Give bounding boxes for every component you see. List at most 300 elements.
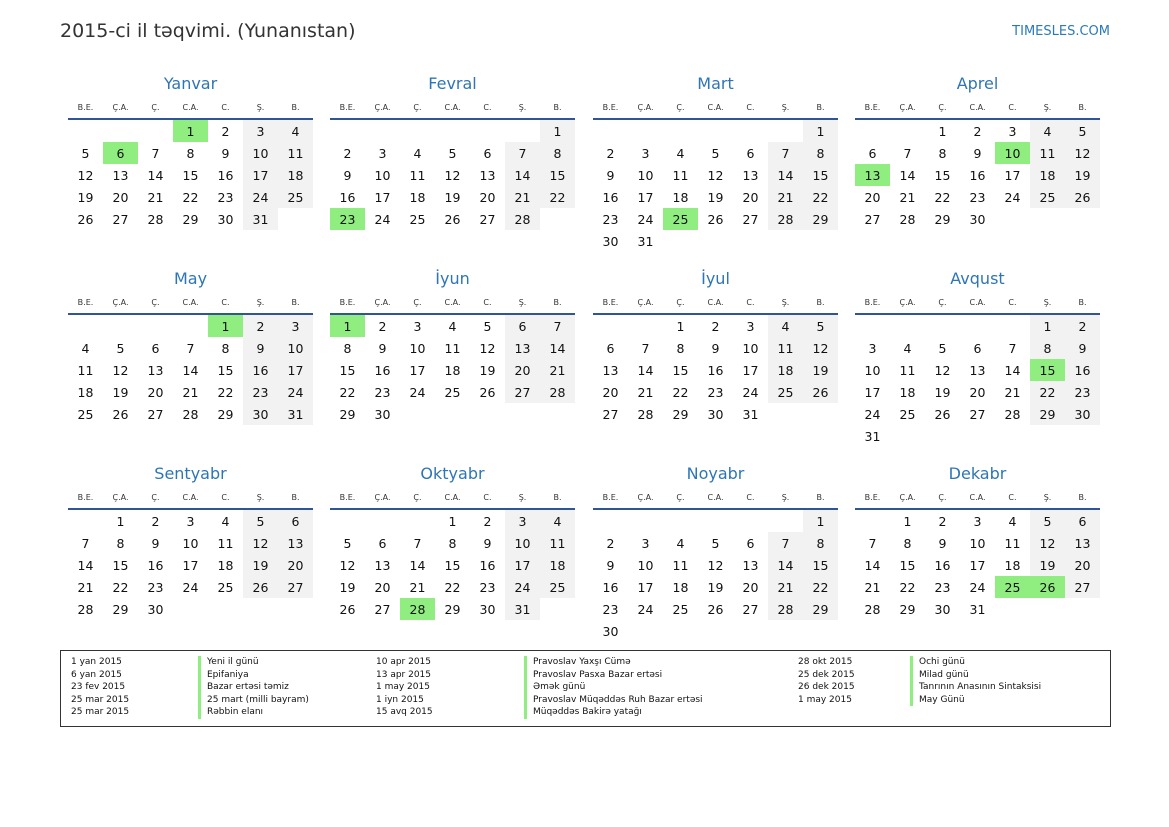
day-cell: 22 [540, 186, 575, 208]
day-cell: 10 [182, 535, 199, 551]
weekday-header [330, 486, 575, 508]
empty-day-cell [138, 120, 173, 142]
weekday-label: C. [483, 492, 492, 502]
day-cell: 27 [147, 406, 164, 422]
month-title: Aprel [956, 74, 999, 93]
month-calendar [68, 462, 313, 620]
day-cell: 4 [676, 535, 685, 551]
day-cell: 14 [864, 557, 881, 573]
day-cell: 20 [969, 384, 986, 400]
day-cell: 29 [803, 208, 838, 230]
day-cell: 5 [711, 535, 720, 551]
weekday-label: Ç. [151, 297, 160, 307]
holiday-day-cell: 1 [208, 315, 243, 337]
legend-holiday-name: May Günü [910, 694, 1041, 707]
day-cell: 7 [1008, 340, 1017, 356]
day-cell: 21 [182, 384, 199, 400]
month-day-grid [593, 118, 838, 252]
day-cell: 28 [899, 211, 916, 227]
legend-date: 25 dek 2015 [798, 669, 855, 680]
day-cell: 3 [505, 510, 540, 532]
day-cell: 4 [221, 513, 230, 529]
day-cell: 23 [243, 381, 278, 403]
day-cell: 3 [243, 120, 278, 142]
empty-day-cell [855, 510, 890, 532]
day-cell: 19 [339, 579, 356, 595]
day-cell: 6 [505, 315, 540, 337]
weekday-label: B.E. [339, 492, 356, 502]
day-cell: 7 [413, 535, 422, 551]
day-cell: 19 [803, 359, 838, 381]
weekday-label: C.A. [969, 102, 986, 112]
month-calendar [855, 462, 1100, 620]
day-cell: 18 [899, 384, 916, 400]
empty-day-cell [593, 315, 628, 337]
day-cell: 22 [899, 579, 916, 595]
day-cell: 22 [672, 384, 689, 400]
weekday-label: B.E. [602, 492, 619, 502]
day-cell: 21 [637, 384, 654, 400]
month-calendar [330, 462, 575, 620]
day-cell: 11 [77, 362, 94, 378]
empty-day-cell [173, 315, 208, 337]
day-cell: 5 [1030, 510, 1065, 532]
day-cell: 21 [768, 576, 803, 598]
legend-holiday-name: 25 mart (milli bayram) [198, 694, 309, 707]
weekday-label: C. [1008, 102, 1017, 112]
legend-date: 1 may 2015 [798, 694, 852, 705]
day-cell: 4 [903, 340, 912, 356]
day-cell: 11 [409, 167, 426, 183]
month-title: Fevral [428, 74, 477, 93]
day-cell: 6 [746, 145, 755, 161]
day-cell: 11 [444, 340, 461, 356]
month-title: Dekabr [948, 464, 1007, 483]
day-cell: 17 [637, 189, 654, 205]
day-cell: 2 [711, 318, 720, 334]
empty-day-cell [435, 120, 470, 142]
day-cell: 26 [243, 576, 278, 598]
day-cell: 17 [374, 189, 391, 205]
empty-day-cell [890, 120, 925, 142]
day-cell: 12 [803, 337, 838, 359]
month-day-grid [593, 508, 838, 642]
weekday-label: Ç.A. [899, 297, 916, 307]
day-cell: 6 [1065, 510, 1100, 532]
weekday-header [593, 291, 838, 313]
month-calendar [855, 267, 1100, 447]
weekday-label: Ç.A. [112, 492, 129, 502]
day-cell: 16 [602, 189, 619, 205]
day-cell: 11 [672, 557, 689, 573]
day-cell: 7 [505, 142, 540, 164]
weekday-label: B. [291, 492, 300, 502]
day-cell: 8 [676, 340, 685, 356]
day-cell: 20 [147, 384, 164, 400]
day-cell: 13 [112, 167, 129, 183]
empty-day-cell [733, 510, 768, 532]
day-cell: 1 [803, 120, 838, 142]
day-cell: 26 [803, 381, 838, 403]
day-cell: 14 [182, 362, 199, 378]
day-cell: 2 [973, 123, 982, 139]
day-cell: 21 [540, 359, 575, 381]
weekday-label: C. [221, 492, 230, 502]
day-cell: 29 [899, 601, 916, 617]
month-day-grid [68, 508, 313, 620]
day-cell: 3 [278, 315, 313, 337]
day-cell: 19 [112, 384, 129, 400]
day-cell: 16 [934, 557, 951, 573]
day-cell: 25 [217, 579, 234, 595]
day-cell: 13 [742, 557, 759, 573]
day-cell: 18 [278, 164, 313, 186]
day-cell: 13 [602, 362, 619, 378]
month-day-grid [330, 313, 575, 425]
weekday-header [593, 486, 838, 508]
day-cell: 2 [1065, 315, 1100, 337]
day-cell: 11 [540, 532, 575, 554]
day-cell: 3 [641, 145, 650, 161]
day-cell: 15 [803, 164, 838, 186]
day-cell: 15 [899, 557, 916, 573]
day-cell: 26 [707, 211, 724, 227]
day-cell: 10 [969, 535, 986, 551]
day-cell: 16 [374, 362, 391, 378]
day-cell: 29 [217, 406, 234, 422]
holiday-legend [60, 650, 1111, 727]
month-day-grid [68, 118, 313, 230]
day-cell: 3 [868, 340, 877, 356]
weekday-label: B. [1078, 297, 1087, 307]
day-cell: 8 [938, 145, 947, 161]
day-cell: 23 [147, 579, 164, 595]
day-cell: 27 [112, 211, 129, 227]
day-cell: 13 [147, 362, 164, 378]
day-cell: 19 [934, 384, 951, 400]
legend-date: 1 yan 2015 [71, 657, 122, 667]
day-cell: 21 [1004, 384, 1021, 400]
weekday-label: Ç. [413, 102, 422, 112]
weekday-label: B.E. [77, 492, 94, 502]
day-cell: 30 [243, 403, 278, 425]
month-calendar [68, 72, 313, 230]
day-cell: 30 [217, 211, 234, 227]
day-cell: 10 [243, 142, 278, 164]
day-cell: 19 [707, 579, 724, 595]
day-cell: 12 [479, 340, 496, 356]
empty-day-cell [925, 315, 960, 337]
weekday-label: Ç. [151, 492, 160, 502]
day-cell: 31 [505, 598, 540, 620]
empty-day-cell [855, 120, 890, 142]
weekday-label: Ç.A. [899, 102, 916, 112]
month-day-grid [593, 313, 838, 425]
day-cell: 13 [1065, 532, 1100, 554]
month-calendar [593, 462, 838, 642]
day-cell: 30 [969, 211, 986, 227]
legend-dates-1 [71, 656, 129, 719]
day-cell: 22 [339, 384, 356, 400]
day-cell: 14 [768, 164, 803, 186]
empty-day-cell [68, 510, 103, 532]
day-cell: 1 [938, 123, 947, 139]
month-title: İyun [435, 269, 470, 288]
day-cell: 2 [378, 318, 387, 334]
day-cell: 18 [409, 189, 426, 205]
day-cell: 4 [1008, 513, 1017, 529]
legend-names-3 [910, 656, 1041, 706]
day-cell: 9 [378, 340, 387, 356]
weekday-label: Ş. [518, 297, 527, 307]
day-cell: 29 [672, 406, 689, 422]
day-cell: 19 [479, 362, 496, 378]
day-cell: 18 [1004, 557, 1021, 573]
day-cell: 24 [1004, 189, 1021, 205]
day-cell: 19 [707, 189, 724, 205]
day-cell: 25 [672, 601, 689, 617]
day-cell: 31 [278, 403, 313, 425]
day-cell: 12 [339, 557, 356, 573]
day-cell: 9 [711, 340, 720, 356]
day-cell: 7 [903, 145, 912, 161]
weekday-label: C. [1008, 297, 1017, 307]
day-cell: 10 [374, 167, 391, 183]
day-cell: 28 [768, 598, 803, 620]
day-cell: 19 [77, 189, 94, 205]
month-title: İyul [701, 269, 730, 288]
legend-date: 1 may 2015 [376, 682, 430, 692]
day-cell: 7 [641, 340, 650, 356]
day-cell: 4 [278, 120, 313, 142]
day-cell: 24 [278, 381, 313, 403]
day-cell: 31 [969, 601, 986, 617]
weekday-label: Ç. [938, 297, 947, 307]
day-cell: 16 [479, 557, 496, 573]
legend-date: 13 apr 2015 [376, 669, 432, 680]
empty-day-cell [663, 510, 698, 532]
day-cell: 8 [803, 142, 838, 164]
day-cell: 20 [742, 189, 759, 205]
weekday-label: Ş. [256, 102, 265, 112]
brand-link[interactable]: TIMESLES.COM [1012, 24, 1110, 39]
day-cell: 16 [969, 167, 986, 183]
day-cell: 7 [768, 142, 803, 164]
day-cell: 20 [278, 554, 313, 576]
weekday-label: Ç.A. [637, 102, 654, 112]
weekday-header [855, 291, 1100, 313]
day-cell: 3 [413, 318, 422, 334]
empty-day-cell [768, 120, 803, 142]
day-cell: 21 [768, 186, 803, 208]
day-cell: 15 [803, 554, 838, 576]
weekday-label: C.A. [182, 492, 199, 502]
day-cell: 9 [483, 535, 492, 551]
day-cell: 7 [868, 535, 877, 551]
empty-day-cell [593, 120, 628, 142]
weekday-label: C.A. [707, 297, 724, 307]
day-cell: 4 [448, 318, 457, 334]
day-cell: 12 [444, 167, 461, 183]
weekday-label: B. [816, 297, 825, 307]
day-cell: 23 [707, 384, 724, 400]
weekday-header [68, 96, 313, 118]
weekday-label: B. [291, 297, 300, 307]
weekday-label: Ç.A. [374, 297, 391, 307]
weekday-label: C. [221, 102, 230, 112]
day-cell: 26 [479, 384, 496, 400]
legend-dates-3 [798, 656, 855, 706]
day-cell: 31 [742, 406, 759, 422]
day-cell: 10 [637, 557, 654, 573]
day-cell: 15 [540, 164, 575, 186]
empty-day-cell [960, 315, 995, 337]
weekday-label: B.E. [602, 102, 619, 112]
day-cell: 28 [1004, 406, 1021, 422]
day-cell: 19 [1030, 554, 1065, 576]
day-cell: 17 [278, 359, 313, 381]
legend-holiday-name: Pravoslav Yaxşı Cümə [524, 656, 703, 669]
day-cell: 25 [768, 381, 803, 403]
month-day-grid [855, 508, 1100, 620]
weekday-label: B.E. [864, 297, 881, 307]
day-cell: 5 [81, 145, 90, 161]
day-cell: 29 [112, 601, 129, 617]
day-cell: 5 [938, 340, 947, 356]
day-cell: 14 [899, 167, 916, 183]
weekday-label: Ç.A. [637, 297, 654, 307]
day-cell: 13 [374, 557, 391, 573]
legend-date: 28 okt 2015 [798, 657, 853, 667]
legend-holiday-name: Milad günü [910, 669, 1041, 682]
day-cell: 12 [707, 167, 724, 183]
month-title: Mart [697, 74, 734, 93]
day-cell: 13 [505, 337, 540, 359]
day-cell: 6 [973, 340, 982, 356]
day-cell: 14 [77, 557, 94, 573]
day-cell: 20 [864, 189, 881, 205]
holiday-day-cell: 25 [995, 576, 1030, 598]
weekday-label: C.A. [444, 297, 461, 307]
empty-day-cell [330, 510, 365, 532]
day-cell: 6 [378, 535, 387, 551]
day-cell: 29 [934, 211, 951, 227]
day-cell: 18 [77, 384, 94, 400]
day-cell: 27 [742, 211, 759, 227]
weekday-label: C.A. [444, 102, 461, 112]
day-cell: 19 [1065, 164, 1100, 186]
weekday-label: C. [1008, 492, 1017, 502]
day-cell: 27 [505, 381, 540, 403]
weekday-label: C. [746, 297, 755, 307]
day-cell: 31 [637, 233, 654, 249]
day-cell: 20 [1065, 554, 1100, 576]
holiday-day-cell: 23 [330, 208, 365, 230]
day-cell: 24 [505, 576, 540, 598]
weekday-label: B.E. [339, 102, 356, 112]
day-cell: 6 [483, 145, 492, 161]
day-cell: 20 [374, 579, 391, 595]
month-calendar [330, 72, 575, 230]
day-cell: 11 [672, 167, 689, 183]
day-cell: 21 [505, 186, 540, 208]
day-cell: 31 [243, 208, 278, 230]
day-cell: 22 [444, 579, 461, 595]
day-cell: 13 [278, 532, 313, 554]
day-cell: 1 [1030, 315, 1065, 337]
weekday-header [593, 96, 838, 118]
holiday-day-cell: 13 [855, 164, 890, 186]
day-cell: 18 [217, 557, 234, 573]
day-cell: 24 [969, 579, 986, 595]
legend-holiday-name: Əmək günü [524, 681, 703, 694]
weekday-label: Ş. [1043, 492, 1052, 502]
empty-day-cell [365, 120, 400, 142]
day-cell: 15 [182, 167, 199, 183]
weekday-label: Ç. [676, 102, 685, 112]
day-cell: 7 [768, 532, 803, 554]
day-cell: 7 [81, 535, 90, 551]
weekday-label: Ç.A. [899, 492, 916, 502]
month-title: Yanvar [163, 74, 218, 93]
day-cell: 6 [278, 510, 313, 532]
day-cell: 22 [112, 579, 129, 595]
day-cell: 17 [1004, 167, 1021, 183]
weekday-header [855, 486, 1100, 508]
day-cell: 23 [602, 211, 619, 227]
month-title: May [173, 269, 208, 288]
day-cell: 18 [672, 579, 689, 595]
day-cell: 25 [278, 186, 313, 208]
day-cell: 6 [606, 340, 615, 356]
weekday-label: C. [221, 297, 230, 307]
empty-day-cell [698, 510, 733, 532]
day-cell: 4 [768, 315, 803, 337]
day-cell: 5 [116, 340, 125, 356]
day-cell: 28 [77, 601, 94, 617]
empty-day-cell [855, 315, 890, 337]
day-cell: 4 [81, 340, 90, 356]
day-cell: 13 [479, 167, 496, 183]
day-cell: 16 [243, 359, 278, 381]
weekday-label: Ç.A. [374, 492, 391, 502]
day-cell: 27 [742, 601, 759, 617]
day-cell: 16 [339, 189, 356, 205]
day-cell: 16 [1065, 359, 1100, 381]
day-cell: 5 [483, 318, 492, 334]
empty-day-cell [470, 120, 505, 142]
day-cell: 17 [182, 557, 199, 573]
day-cell: 28 [182, 406, 199, 422]
empty-day-cell [365, 510, 400, 532]
day-cell: 26 [934, 406, 951, 422]
weekday-label: Ç.A. [112, 102, 129, 112]
legend-holiday-name: Ochi günü [910, 656, 1041, 669]
month-title: Oktyabr [420, 464, 485, 483]
weekday-label: B. [553, 102, 562, 112]
empty-day-cell [890, 315, 925, 337]
day-cell: 10 [505, 532, 540, 554]
day-cell: 29 [339, 406, 356, 422]
day-cell: 22 [803, 576, 838, 598]
weekday-label: Ç. [151, 102, 160, 112]
day-cell: 15 [217, 362, 234, 378]
weekday-label: C. [483, 297, 492, 307]
day-cell: 24 [409, 384, 426, 400]
day-cell: 2 [606, 145, 615, 161]
legend-date: 25 mar 2015 [71, 707, 130, 717]
legend-holiday-name: Bazar ertəsi təmiz [198, 681, 309, 694]
